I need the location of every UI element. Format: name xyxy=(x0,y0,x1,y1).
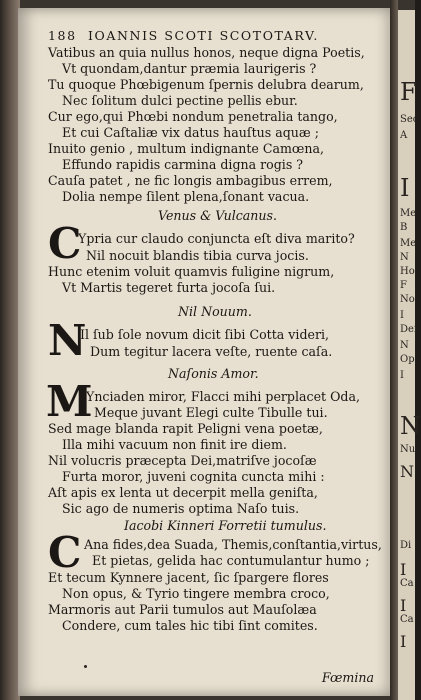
next-page-fragment: Me xyxy=(400,238,417,249)
drop-cap: C xyxy=(48,528,82,577)
verse-line: Nil volucris præcepta Dei,matriſve jocoſæ xyxy=(48,453,317,468)
poem-title: Naſonis Amor. xyxy=(168,366,259,381)
next-page-fragment: Ca xyxy=(400,578,414,589)
next-page-fragment: Nu xyxy=(400,444,416,455)
next-page-fragment: N xyxy=(400,412,421,440)
next-page-fragment: Me xyxy=(400,208,417,219)
drop-cap: C xyxy=(48,219,82,268)
verse-line: Hunc etenim voluit quamvis fuligine nigrum, xyxy=(48,264,335,279)
verse-line: Condere, cum tales hic tibi ſint comites. xyxy=(62,618,318,633)
verse-line: Et pietas, gelida hac contumulantur humo ; xyxy=(92,553,370,568)
book-page xyxy=(18,8,390,696)
verse-line: Cauſa patet , ne fic longis ambagibus errem, xyxy=(48,173,333,188)
next-page-fragment: Sec xyxy=(400,114,419,125)
book-edge-left xyxy=(0,0,20,700)
verse-line: Effundo rapidis carmina digna rogis ? xyxy=(62,157,304,172)
next-page-fragment: N xyxy=(400,340,409,351)
verse-line: Ana fides,dea Suada, Themis,conſtantia,virtus, xyxy=(84,537,382,552)
verse-line: Aſt apis ex lenta ut decerpit mella geniſta, xyxy=(48,485,318,500)
next-page-fragment: Di xyxy=(400,540,412,551)
next-page-fragment: A xyxy=(400,130,408,141)
next-page-fragment: Op xyxy=(400,354,415,365)
poem-title: Iacobi Kinneri Forretii tumulus. xyxy=(124,518,327,533)
verse-line: Et tecum Kynnere jacent, ſic ſpargere flores xyxy=(48,570,329,585)
ink-dot xyxy=(84,665,87,668)
next-page-fragment: I xyxy=(400,310,404,321)
verse-line: Il ſub ſole novum dicit ſibi Cotta videri, xyxy=(80,327,330,342)
verse-line: Cur ego,qui Phœbi nondum penetralia tango, xyxy=(48,109,338,124)
next-page-fragment: F xyxy=(400,78,417,106)
book-gutter xyxy=(390,0,398,700)
verse-line: Tu quoque Phœbigenum ſpernis delubra dearum, xyxy=(48,77,364,92)
verse-line: Furta moror, juveni cognita cuncta mihi : xyxy=(62,469,325,484)
drop-cap: N xyxy=(48,316,87,365)
next-page-fragment: I xyxy=(400,174,410,202)
next-page-fragment: F xyxy=(400,280,407,291)
next-page-fragment: N xyxy=(400,462,414,481)
next-page-fragment: Ca xyxy=(400,614,414,625)
next-page-fragment: I xyxy=(400,596,407,615)
next-page-fragment: No xyxy=(400,294,415,305)
verse-line: Marmoris aut Parii tumulos aut Mauſolæa xyxy=(48,602,317,617)
poem-title: Venus & Vulcanus. xyxy=(158,208,277,223)
drop-cap: M xyxy=(46,377,93,426)
verse-line: Illa mihi vacuum non finit ire diem. xyxy=(62,437,287,452)
page-text xyxy=(18,8,390,696)
next-page-fragment: Ho xyxy=(400,266,415,277)
next-page-fragment: N xyxy=(400,252,409,263)
verse-line: Sed mage blanda rapit Peligni vena poetæ, xyxy=(48,421,323,436)
verse-line: Dum tegitur lacera veſte, ruente caſa. xyxy=(90,344,333,359)
poem-title: Nil Nouum. xyxy=(178,304,252,319)
verse-line: Sic ago de numeris optima Naſo tuis. xyxy=(62,501,300,516)
verse-line: Et cui Caſtaliæ vix datus hauſtus aquæ ; xyxy=(62,125,319,140)
verse-line: Vt Martis tegeret furta jocoſa ſui. xyxy=(62,280,276,295)
verse-line: Inuito genio , multum indignante Camœna, xyxy=(48,141,325,156)
verse-line: Nil nocuit blandis tibia curva jocis. xyxy=(86,248,309,263)
verse-line: Ypria cur claudo conjuncta eſt diva marito? xyxy=(78,231,355,246)
running-head: IOANNIS SCOTI SCOTOTARV. xyxy=(88,28,320,43)
next-page-fragment: Dei xyxy=(400,324,418,335)
catchword: Fœmina xyxy=(321,670,374,685)
page-number: 188 xyxy=(48,28,77,43)
next-page-fragment: B xyxy=(400,222,408,233)
verse-line: Nec ſolitum dulci pectine pellis ebur. xyxy=(62,93,298,108)
verse-line: Meque juvant Elegi culte Tibulle tui. xyxy=(94,405,328,420)
verse-line: Vatibus an quia nullus honos, neque digna Poetis, xyxy=(48,45,365,60)
next-page-fragment: I xyxy=(400,632,407,651)
verse-line: Ynciaden miror, Flacci mihi perplacet Oda, xyxy=(86,389,360,404)
verse-line: Dolia nempe ſilent plena,ſonant vacua. xyxy=(62,189,310,204)
adjacent-page xyxy=(398,10,421,700)
verse-line: Vt quondam,dantur præmia laurigeris ? xyxy=(62,61,317,76)
next-page-fragment: I xyxy=(400,370,404,381)
verse-line: Non opus, & Tyrio tingere membra croco, xyxy=(62,586,330,601)
next-page-fragment: I xyxy=(400,560,407,579)
